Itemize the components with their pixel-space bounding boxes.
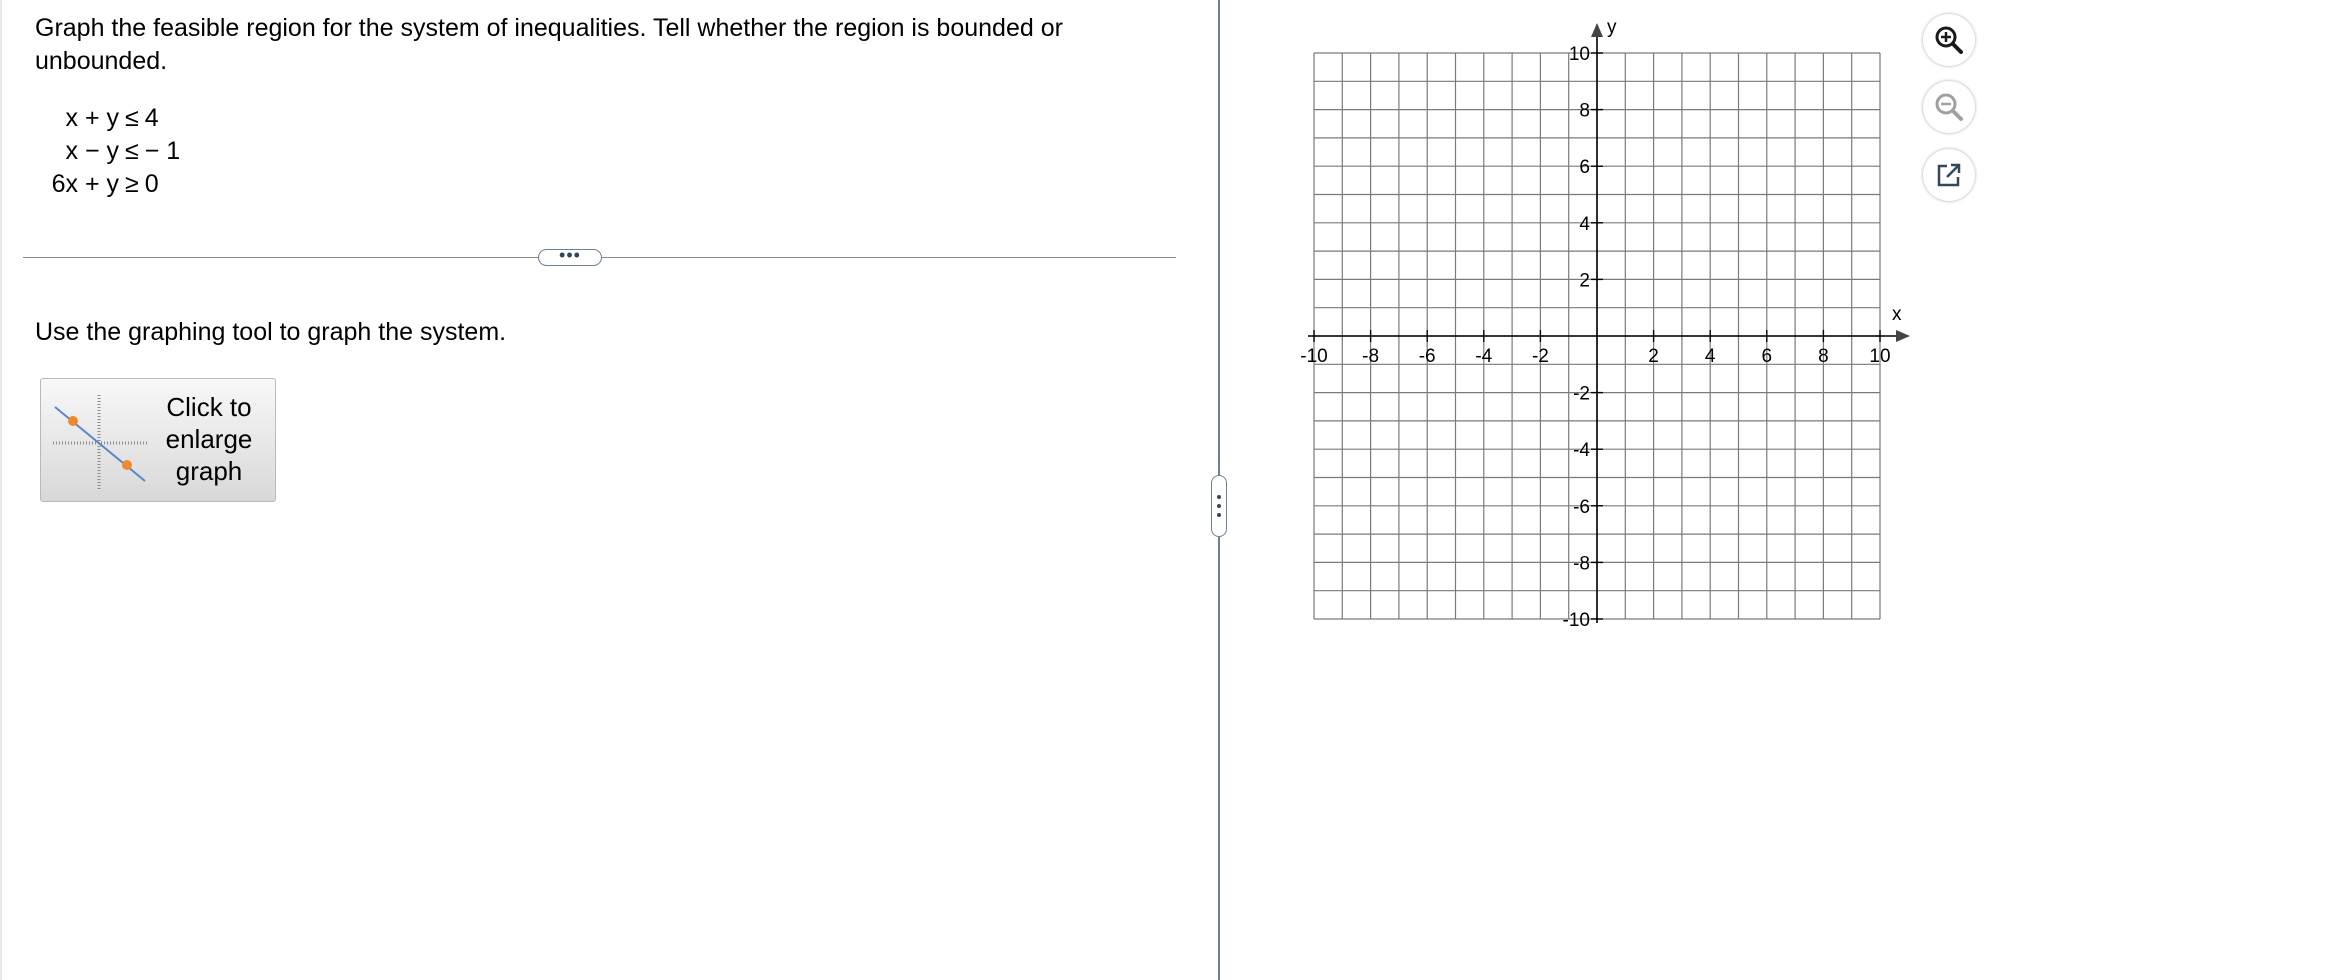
x-tick-label: -10 — [1300, 346, 1328, 367]
x-tick-label: 6 — [1761, 346, 1773, 367]
y-tick-label: -2 — [1573, 383, 1590, 405]
x-axis-label: x — [1892, 304, 1902, 325]
x-tick-label: 10 — [1869, 346, 1891, 367]
x-tick-label: -4 — [1475, 346, 1493, 367]
instruction-text: Use the graphing tool to graph the system. — [35, 318, 507, 346]
inequality-lhs: 6x + y — [51, 170, 119, 198]
y-axis-arrow — [1591, 23, 1603, 37]
zoom-in-icon — [1934, 25, 1964, 55]
y-tick-label: 4 — [1579, 213, 1590, 235]
graph-area[interactable] — [1290, 15, 1930, 640]
popout-icon — [1934, 160, 1964, 190]
x-tick-label: 4 — [1704, 346, 1716, 367]
y-tick-label: -8 — [1573, 553, 1590, 575]
enlarge-graph-label: Click to enlarge graph — [165, 392, 253, 486]
inequality-3 — [35, 168, 180, 201]
tick-labels — [1300, 44, 1890, 631]
zoom-out-icon — [1934, 92, 1964, 122]
zoom-in-button[interactable] — [1923, 14, 1975, 66]
y-tick-label: 6 — [1579, 157, 1590, 179]
inequality-relation: ≤ — [125, 104, 139, 132]
inequality-relation: ≥ — [125, 170, 139, 198]
enlarge-graph-button[interactable] — [40, 378, 276, 502]
x-tick-label: -6 — [1418, 346, 1436, 367]
inequality-lhs: x + y — [65, 104, 119, 132]
y-tick-label: -10 — [1562, 610, 1590, 631]
zoom-out-button[interactable] — [1923, 81, 1975, 133]
y-tick-label: 2 — [1579, 270, 1590, 292]
inequality-system — [35, 102, 180, 201]
popout-button[interactable] — [1923, 149, 1975, 201]
inequality-1 — [35, 102, 180, 135]
inequality-2 — [35, 135, 180, 168]
inequality-rhs: 4 — [144, 104, 159, 132]
x-tick-label: -2 — [1531, 346, 1549, 367]
graph-thumbnail-icon — [51, 393, 149, 493]
y-tick-label: 10 — [1568, 44, 1590, 65]
inequality-rhs: − 1 — [144, 137, 181, 165]
inequality-lhs: x − y — [65, 137, 119, 165]
inequality-rhs: 0 — [144, 170, 159, 198]
y-axis-label: y — [1607, 17, 1617, 38]
expand-more-button[interactable]: ••• — [538, 249, 602, 266]
pane-edge — [0, 0, 2, 980]
x-tick-label: 2 — [1648, 346, 1659, 367]
y-tick-label: -4 — [1573, 440, 1590, 462]
y-tick-label: -6 — [1573, 496, 1590, 518]
inequality-relation: ≤ — [125, 137, 139, 165]
x-tick-label: -8 — [1362, 346, 1380, 367]
question-prompt: Graph the feasible region for the system of inequalities. Tell whether the region is bounded or unbounded. — [35, 14, 1063, 75]
y-tick-label: 8 — [1579, 100, 1590, 122]
splitter-handle[interactable] — [1211, 475, 1227, 537]
x-axis-arrow — [1896, 330, 1910, 342]
x-tick-label: 8 — [1818, 346, 1829, 367]
